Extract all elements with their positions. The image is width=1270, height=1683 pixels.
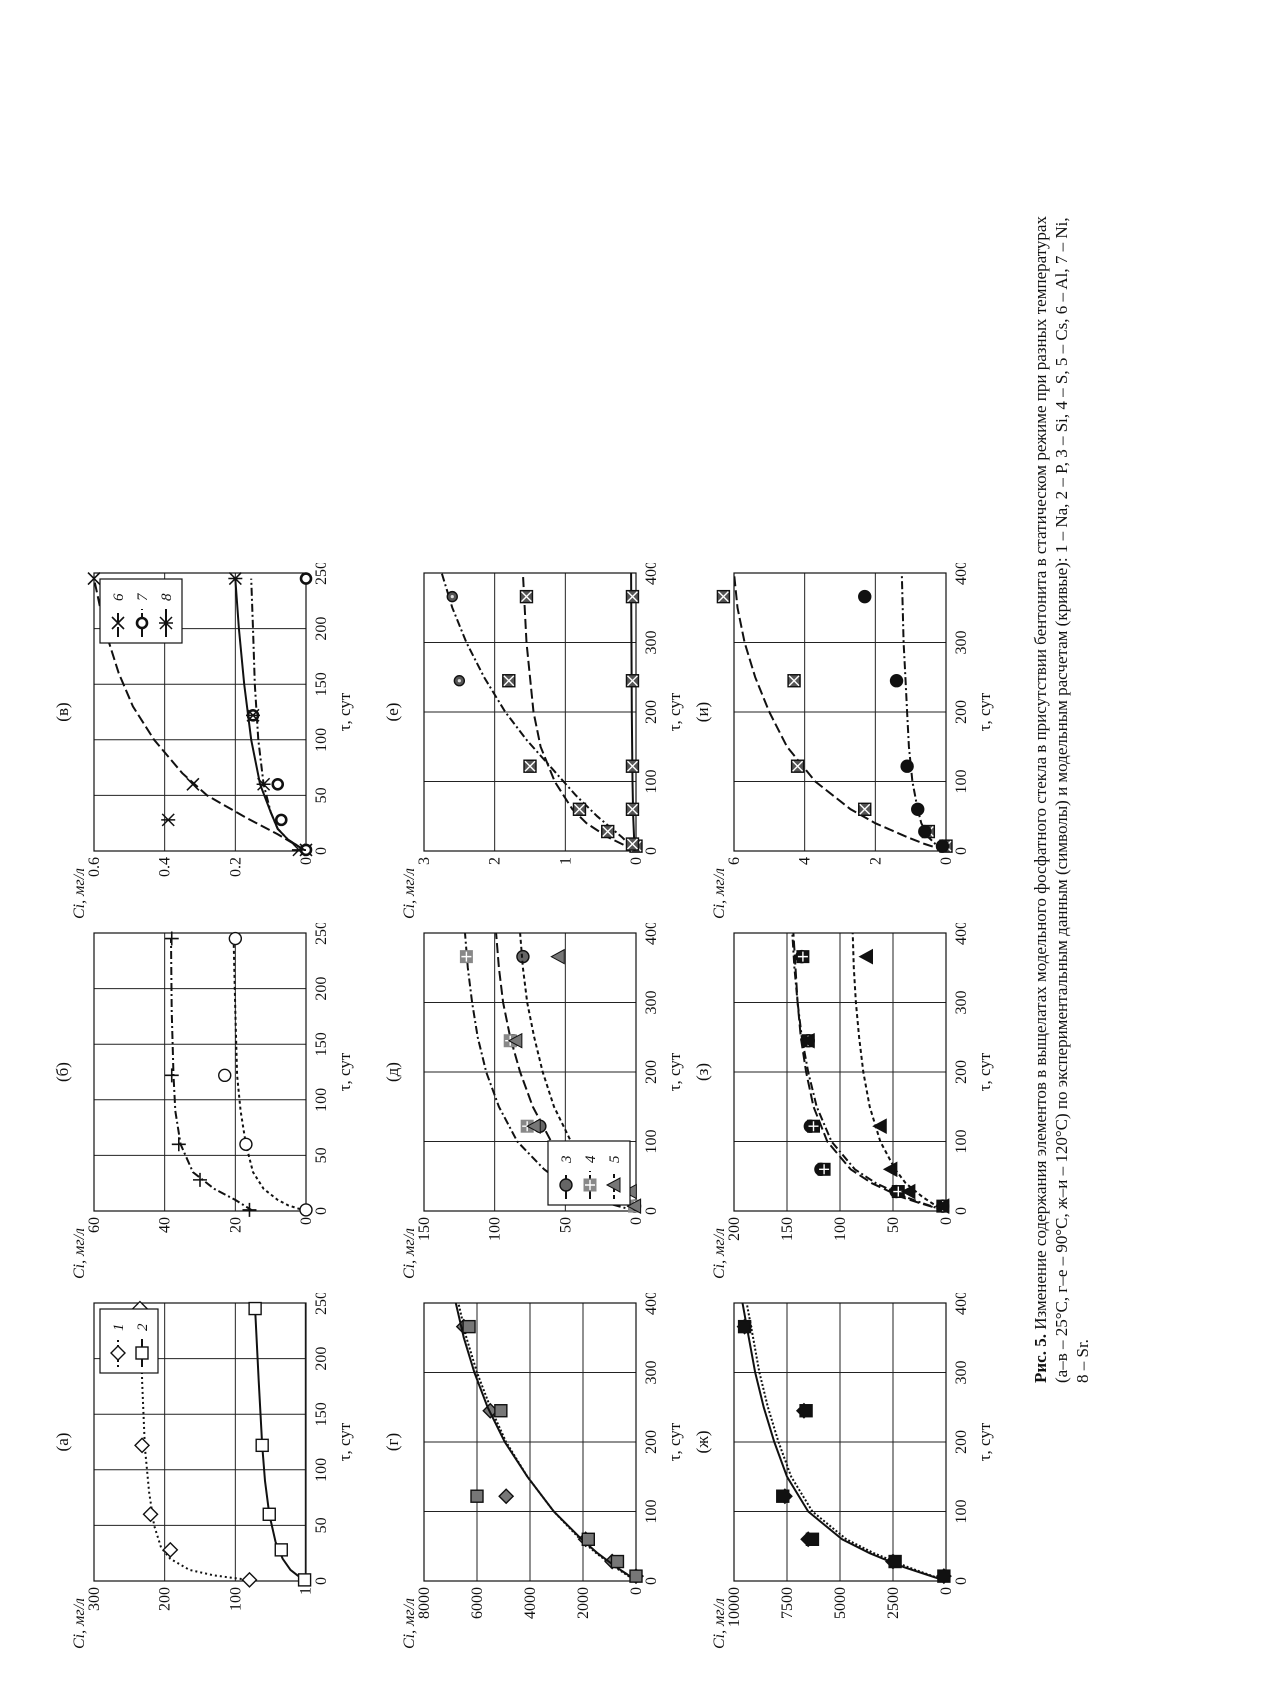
data-point <box>936 840 948 852</box>
data-point <box>454 676 464 686</box>
data-point <box>582 1533 594 1545</box>
data-point <box>499 1489 513 1503</box>
data-point <box>818 1163 830 1175</box>
data-point <box>165 1068 179 1082</box>
y-tick-label: 100 <box>486 1217 504 1241</box>
data-point <box>859 803 871 815</box>
data-point <box>626 803 638 815</box>
data-point <box>256 1439 268 1451</box>
x-tick-label: 0 <box>313 847 330 855</box>
y-tick-label: 4000 <box>522 1587 539 1619</box>
legend-label: 6 <box>111 593 127 601</box>
x-axis-label: τ, сут <box>335 1052 354 1092</box>
y-tick-label: 100 <box>227 1587 245 1611</box>
x-axis-label: τ, сут <box>975 692 994 732</box>
data-point <box>602 826 614 838</box>
x-tick-label: 300 <box>953 990 970 1015</box>
data-point <box>806 1533 818 1545</box>
x-tick-label: 250 <box>313 923 330 945</box>
x-axis-label: τ, сут <box>665 1052 684 1092</box>
legend-label: 8 <box>159 593 175 601</box>
x-tick-label: 300 <box>643 1360 660 1385</box>
series-2 <box>859 573 949 852</box>
x-axis-label: τ, сут <box>335 692 354 732</box>
x-tick-label: 400 <box>643 563 660 585</box>
legend-marker <box>137 618 147 628</box>
data-point <box>797 951 809 963</box>
data-point <box>240 1138 252 1150</box>
x-axis-label: τ, сут <box>975 1422 994 1462</box>
y-axis-label: Ci, мг/л <box>711 1228 728 1279</box>
y-tick-label: 150 <box>416 1217 433 1241</box>
chart-title: (в) <box>53 702 72 722</box>
y-tick-label: 6 <box>726 857 743 865</box>
chart-c <box>50 563 370 923</box>
x-tick-label: 200 <box>953 700 970 724</box>
chart-b <box>50 923 370 1283</box>
legend-label: 2 <box>135 1323 151 1331</box>
data-point <box>503 675 515 687</box>
x-tick-label: 250 <box>313 1293 330 1315</box>
legend-label: 7 <box>135 593 151 601</box>
data-point <box>859 591 871 603</box>
data-point <box>739 1321 751 1333</box>
data-point <box>626 591 638 603</box>
x-tick-label: 150 <box>313 672 330 697</box>
x-tick-label: 300 <box>953 630 970 655</box>
x-tick-label: 50 <box>313 787 330 804</box>
chart-panel-a <box>50 1293 375 1653</box>
x-tick-label: 200 <box>643 1060 660 1084</box>
grid <box>734 1303 946 1581</box>
data-point <box>229 933 241 945</box>
x-tick-label: 150 <box>313 1032 330 1057</box>
y-tick-label: 2 <box>867 857 885 865</box>
y-tick-label: 0 <box>628 857 645 865</box>
y-axis-label: Ci, мг/л <box>401 1228 418 1279</box>
data-point <box>912 803 924 815</box>
grid <box>424 1303 636 1581</box>
legend-label: 3 <box>559 1155 575 1163</box>
data-point <box>242 1573 256 1587</box>
x-tick-label: 200 <box>313 616 330 641</box>
data-point <box>242 1203 256 1217</box>
chart-panel-b <box>50 923 375 1283</box>
y-tick-label: 7500 <box>779 1587 796 1619</box>
legend <box>548 1141 630 1205</box>
chart-g <box>690 1293 1010 1653</box>
data-point <box>299 1574 311 1586</box>
x-tick-label: 100 <box>313 1087 330 1112</box>
y-tick-label: 60 <box>86 1217 103 1233</box>
y-axis-label: Ci, мг/л <box>711 1598 728 1649</box>
chart-title: (г) <box>383 1432 402 1452</box>
data-point <box>300 1204 312 1216</box>
x-tick-label: 200 <box>953 1060 970 1084</box>
data-point <box>275 1544 287 1556</box>
legend-marker <box>136 1347 148 1359</box>
legend-label: 1 <box>111 1323 127 1331</box>
data-point <box>463 1321 475 1333</box>
x-tick-label: 400 <box>953 563 970 585</box>
y-tick-label: 150 <box>779 1217 796 1241</box>
y-tick-label: 20 <box>227 1217 245 1233</box>
chart-title: (е) <box>383 702 402 722</box>
chart-panel-g <box>690 1293 1015 1653</box>
x-tick-label: 100 <box>643 1499 660 1524</box>
x-tick-label: 0 <box>643 847 660 855</box>
data-point <box>873 1119 886 1133</box>
data-point <box>626 838 638 850</box>
data-point <box>144 1507 158 1521</box>
data-point <box>301 574 311 584</box>
chart-e <box>380 923 700 1283</box>
x-tick-label: 200 <box>643 1430 660 1454</box>
x-tick-label: 400 <box>953 1293 970 1315</box>
data-point <box>884 1162 897 1176</box>
chart-h <box>690 923 1010 1283</box>
caption-label: Рис. 5. <box>1031 1334 1050 1383</box>
x-tick-label: 0 <box>643 1207 660 1215</box>
y-tick-label: 3 <box>416 857 433 865</box>
data-point <box>276 815 286 825</box>
series-1 <box>793 933 948 1212</box>
chart-f <box>380 563 700 923</box>
data-point <box>891 675 903 687</box>
x-tick-label: 50 <box>313 1517 330 1534</box>
series-2 <box>739 1303 950 1582</box>
chart-panel-d <box>380 1293 705 1653</box>
model-curve <box>171 939 253 1211</box>
model-curve <box>234 939 306 1211</box>
x-tick-label: 0 <box>953 1207 970 1215</box>
y-tick-label: 50 <box>885 1217 902 1233</box>
series-2 <box>503 573 642 852</box>
x-tick-label: 400 <box>643 1293 660 1315</box>
data-point <box>901 760 913 772</box>
chart-title: (а) <box>53 1432 72 1452</box>
chart-title: (ж) <box>693 1430 712 1454</box>
data-point <box>626 760 638 772</box>
x-tick-label: 300 <box>643 990 660 1015</box>
y-tick-label: 8000 <box>416 1587 433 1619</box>
y-tick-label: 1 <box>297 1587 315 1595</box>
x-tick-label: 200 <box>953 1430 970 1454</box>
x-axis-label: τ, сут <box>975 1052 994 1092</box>
y-tick-label: 5000 <box>832 1587 849 1619</box>
data-point <box>808 1120 820 1132</box>
y-tick-label: 200 <box>726 1217 743 1241</box>
x-tick-label: 200 <box>313 976 330 1001</box>
chart-title: (б) <box>53 1062 72 1082</box>
data-point <box>630 1570 642 1582</box>
legend-label: 5 <box>607 1155 623 1163</box>
caption-text: Изменение содержания элементов в выщелатах модельного фосфатного стекла в присутствии бентонита в статическом режиме при разных температурах (а–в – 25°С, г–е – 90°С, ж–и – 120°С) по экспериментальным данным (символы) и модельным расчетам (кривые): 1 – Na, 2 – P, 3 – Si, 4 – S, 5 – Cs, 6 – Al, 7 – Ni, 8 – Sr. <box>1031 216 1092 1383</box>
x-tick-label: 200 <box>313 1346 330 1371</box>
y-tick-label: 2500 <box>885 1587 902 1619</box>
y-tick-label: 2 <box>486 857 504 865</box>
y-axis-label: Ci, мг/л <box>711 868 728 919</box>
y-tick-label: 2000 <box>575 1587 592 1619</box>
chart-title: (з) <box>693 1062 712 1082</box>
y-tick-label: 4 <box>796 857 814 865</box>
data-point <box>919 826 931 838</box>
data-point <box>777 1490 789 1502</box>
data-point <box>447 592 457 602</box>
x-tick-label: 400 <box>953 923 970 945</box>
model-curve <box>235 579 306 851</box>
y-tick-label: 50 <box>557 1217 575 1233</box>
x-tick-label: 0 <box>313 1207 330 1215</box>
x-tick-label: 100 <box>953 1499 970 1524</box>
data-point <box>263 1508 275 1520</box>
data-point <box>800 1405 812 1417</box>
y-tick-label: 0.6 <box>86 857 103 877</box>
x-tick-label: 150 <box>313 1402 330 1427</box>
chart-title: (д) <box>383 1062 402 1082</box>
data-point <box>219 1069 231 1081</box>
x-tick-label: 250 <box>313 563 330 585</box>
figure-caption <box>1030 213 1093 1383</box>
x-tick-label: 0 <box>313 1577 330 1585</box>
data-point <box>938 1570 950 1582</box>
y-tick-label: 200 <box>156 1587 174 1611</box>
y-tick-label: 0 <box>628 1587 645 1595</box>
y-tick-label: 0 <box>628 1217 645 1225</box>
x-axis-label: τ, сут <box>335 1422 354 1462</box>
data-point <box>611 1556 623 1568</box>
series-1 <box>457 1303 643 1583</box>
x-tick-label: 200 <box>643 700 660 724</box>
data-point <box>471 1490 483 1502</box>
y-tick-label: 0.4 <box>156 857 174 877</box>
data-point <box>460 951 472 963</box>
y-tick-label: 40 <box>156 1217 174 1233</box>
data-point <box>520 591 532 603</box>
y-axis-label: Ci, мг/л <box>71 868 88 919</box>
y-tick-label: 300 <box>86 1587 103 1611</box>
x-tick-label: 100 <box>953 1129 970 1154</box>
data-point <box>165 932 179 946</box>
series-8 <box>161 573 306 856</box>
chart-panel-e <box>380 923 705 1283</box>
grid <box>734 933 946 1211</box>
x-tick-label: 50 <box>313 1147 330 1164</box>
y-tick-label: 0.2 <box>227 857 245 877</box>
x-axis-label: τ, сут <box>665 1422 684 1462</box>
series-2 <box>219 933 312 1216</box>
chart-panel-i <box>690 563 1015 923</box>
chart-d <box>380 1293 700 1653</box>
y-tick-label: 10000 <box>726 1587 743 1627</box>
data-point <box>573 803 585 815</box>
data-point <box>495 1405 507 1417</box>
y-axis-label: Ci, мг/л <box>71 1598 88 1649</box>
x-tick-label: 0 <box>953 1577 970 1585</box>
data-point <box>626 675 638 687</box>
y-tick-label: 0 <box>298 857 315 865</box>
y-axis-label: Ci, мг/л <box>71 1228 88 1279</box>
chart-panel-c <box>50 563 375 923</box>
grid <box>94 933 306 1211</box>
data-point <box>161 814 175 826</box>
legend <box>100 1309 158 1373</box>
y-tick-label: 100 <box>832 1217 849 1241</box>
data-point <box>273 779 283 789</box>
data-point <box>788 675 800 687</box>
chart-i <box>690 563 1010 923</box>
data-point <box>860 950 873 964</box>
y-tick-label: 1 <box>557 857 575 865</box>
y-tick-label: 0 <box>938 1217 955 1225</box>
x-tick-label: 100 <box>313 1457 330 1482</box>
data-point <box>792 760 804 772</box>
x-tick-label: 0 <box>953 847 970 855</box>
x-tick-label: 100 <box>643 1129 660 1154</box>
series-2 <box>249 1303 310 1586</box>
legend <box>100 579 182 643</box>
y-axis-label: Ci, мг/л <box>401 1598 418 1649</box>
series-7 <box>248 574 311 855</box>
legend-marker <box>560 1179 572 1191</box>
y-tick-label: 0 <box>938 857 955 865</box>
data-point <box>889 1556 901 1568</box>
data-point <box>717 591 729 603</box>
data-point <box>187 778 199 790</box>
legend-marker <box>584 1179 596 1191</box>
data-point <box>163 1543 177 1557</box>
x-tick-label: 100 <box>953 769 970 794</box>
y-tick-label: 0 <box>298 1217 315 1225</box>
chart-panel-h <box>690 923 1015 1283</box>
y-axis-label: Ci, мг/л <box>401 868 418 919</box>
chart-title: (и) <box>693 701 712 723</box>
x-tick-label: 100 <box>313 727 330 752</box>
chart-a <box>50 1293 370 1653</box>
series-2 <box>456 1303 642 1582</box>
y-tick-label: 0 <box>938 1587 955 1595</box>
data-point <box>551 950 564 964</box>
data-point <box>249 1303 261 1315</box>
series-1 <box>165 932 257 1217</box>
data-point <box>524 760 536 772</box>
x-tick-label: 400 <box>643 923 660 945</box>
legend-label: 4 <box>583 1155 599 1163</box>
y-tick-label: 6000 <box>469 1587 486 1619</box>
chart-panel-f <box>380 563 705 923</box>
x-tick-label: 0 <box>643 1577 660 1585</box>
x-tick-label: 300 <box>953 1360 970 1385</box>
data-point <box>135 1438 149 1452</box>
x-tick-label: 100 <box>643 769 660 794</box>
x-tick-label: 300 <box>643 630 660 655</box>
plot-frame <box>94 933 306 1211</box>
x-axis-label: τ, сут <box>665 692 684 732</box>
